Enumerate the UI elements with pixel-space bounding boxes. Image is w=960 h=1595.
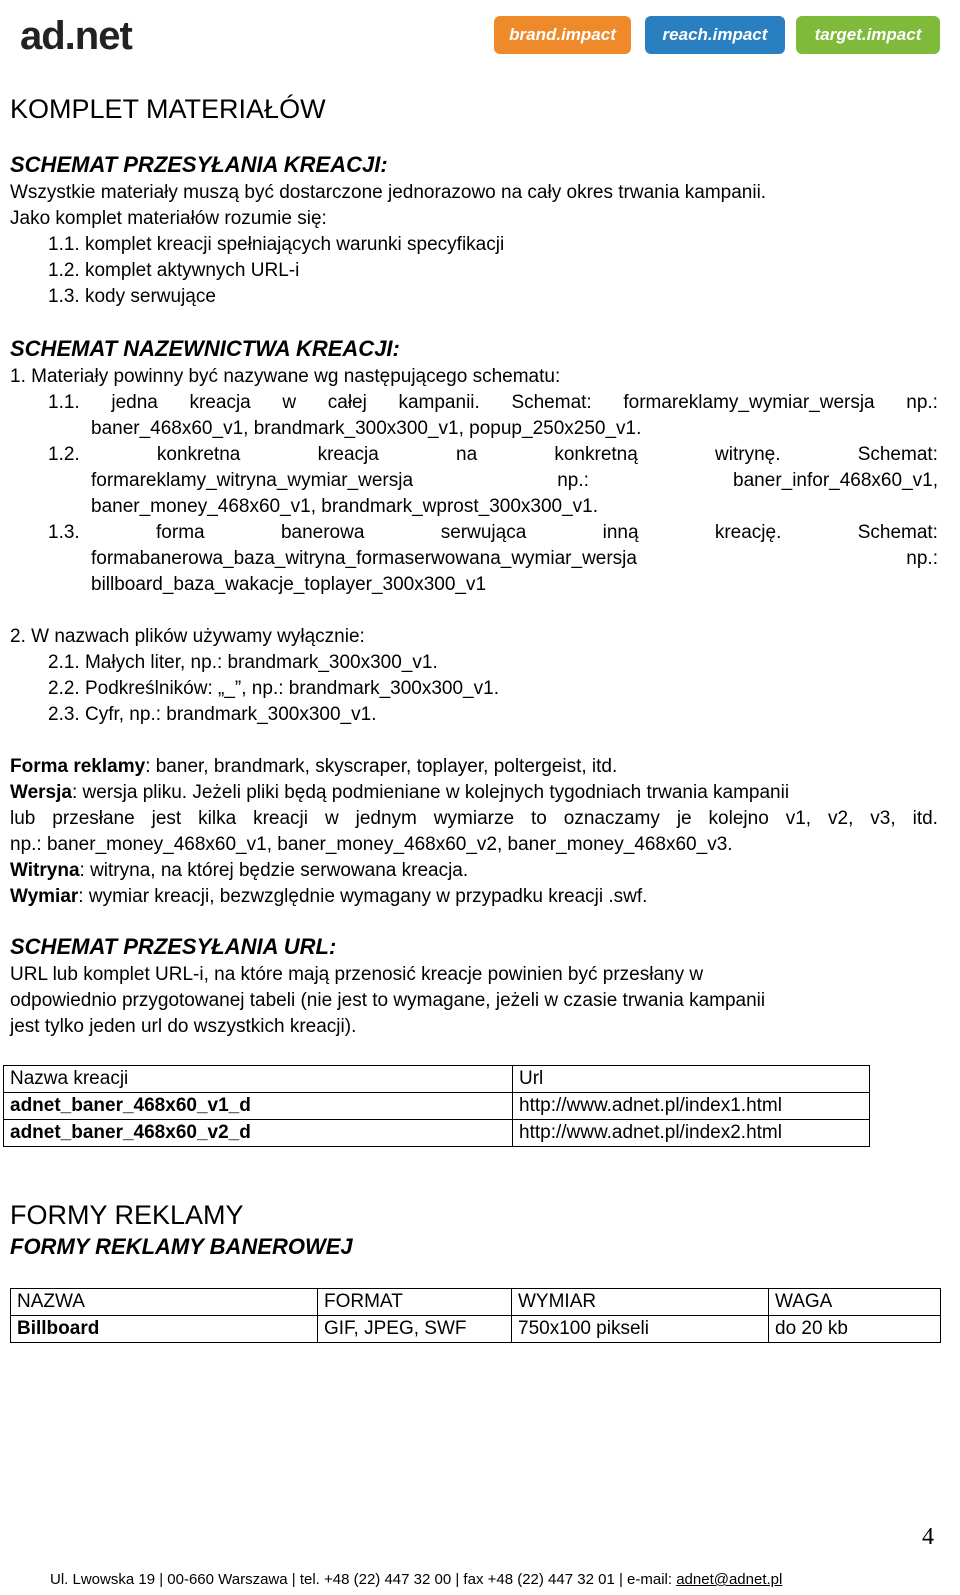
page-number: 4 [922,1524,934,1550]
footer-contact: Ul. Lwowska 19 | 00-660 Warszawa | tel. +48 (22) 447 32 00 | fax +48 (22) 447 32 01 | e-mail: adnet@adnet.pl [50,1571,783,1588]
list-item: 1.1. komplet kreacji spełniających warunki specyfikacji [48,234,505,255]
brand-impact-badge: brand.impact [494,16,631,54]
list-item: 1.3. kody serwujące [48,286,216,307]
subheading-schemat-kreacji: SCHEMAT PRZESYŁANIA KREACJI: [10,152,388,177]
table-header-cell: NAZWA [11,1289,318,1316]
table-header-row [11,1289,941,1316]
list-item: 1. Materiały powinny być nazywane wg następującego schematu: [10,366,561,387]
adnet-logo: ad.net [20,14,132,58]
definition-forma: Forma reklamy: baner, brandmark, skyscraper, toplayer, poltergeist, itd. [10,756,618,777]
definition-witryna: Witryna: witryna, na której będzie serwowana kreacja. [10,860,469,881]
table-row [4,1120,870,1147]
list-item: 1.2. komplet aktywnych URL-i [48,260,300,281]
table-header-cell: FORMAT [318,1289,512,1316]
ad-forms-table [10,1288,941,1343]
list-item-continued: formabanerowa_baza_witryna_formaserwowana_wymiar_wersja np.: [91,548,938,569]
list-item-continued: baner_money_468x60_v1, brandmark_wprost_300x300_v1. [91,496,599,517]
section-title-komplet: KOMPLET MATERIAŁÓW [10,94,326,124]
list-item-continued: formareklamy_witryna_wymiar_wersja np.: baner_infor_468x60_v1, [91,470,938,491]
table-cell: adnet_baner_468x60_v2_d [4,1120,513,1147]
table-cell: http://www.adnet.pl/index2.html [513,1120,870,1147]
paragraph: Jako komplet materiałów rozumie się: [10,208,327,229]
table-cell: GIF, JPEG, SWF [318,1316,512,1343]
table-header-cell: Url [513,1066,870,1093]
list-item: 1.3. forma banerowa serwująca inną kreację. Schemat: [48,522,938,543]
table-cell: 750x100 pikseli [512,1316,769,1343]
paragraph: Wszystkie materiały muszą być dostarczone jednorazowo na cały okres trwania kampanii. [10,182,767,203]
table-header-row [4,1066,870,1093]
email-link[interactable]: adnet@adnet.pl [676,1571,783,1588]
paragraph: odpowiednio przygotowanej tabeli (nie jest to wymagane, jeżeli w czasie trwania kampanii [10,990,766,1011]
list-item-continued: billboard_baza_wakacje_toplayer_300x300_v1 [91,574,487,595]
list-item: 1.2. konkretna kreacja na konkretną witrynę. Schemat: [48,444,938,465]
subheading-nazewnictwo: SCHEMAT NAZEWNICTWA KREACJI: [10,336,400,361]
reach-impact-badge: reach.impact [645,16,785,54]
list-item-continued: baner_468x60_v1, brandmark_300x300_v1, popup_250x250_v1. [91,418,642,439]
table-cell: Billboard [11,1316,318,1343]
subheading-url: SCHEMAT PRZESYŁANIA URL: [10,934,337,959]
table-row [4,1093,870,1120]
definition-wersja: Wersja: wersja pliku. Jeżeli pliki będą podmieniane w kolejnych tygodniach trwania kampanii [10,782,790,803]
list-item: 1.1. jedna kreacja w całej kampanii. Schemat: formareklamy_wymiar_wersja np.: [48,392,938,413]
table-header-cell: WAGA [769,1289,941,1316]
table-cell: adnet_baner_468x60_v1_d [4,1093,513,1120]
table-header-cell: Nazwa kreacji [4,1066,513,1093]
paragraph: URL lub komplet URL-i, na które mają przenosić kreacje powinien być przesłany w [10,964,704,985]
list-item: 2. W nazwach plików używamy wyłącznie: [10,626,365,647]
subheading-formy-banerowej: FORMY REKLAMY BANEROWEJ [10,1234,353,1259]
list-item: 2.1. Małych liter, np.: brandmark_300x300_v1. [48,652,438,673]
definition-wersja-example: np.: baner_money_468x60_v1, baner_money_468x60_v2, baner_money_468x60_v3. [10,834,733,855]
paragraph: jest tylko jeden url do wszystkich kreacji). [10,1016,357,1037]
table-row [11,1316,941,1343]
table-cell: do 20 kb [769,1316,941,1343]
url-table [3,1065,870,1147]
list-item: 2.2. Podkreślników: „_”, np.: brandmark_300x300_v1. [48,678,499,699]
table-cell: http://www.adnet.pl/index1.html [513,1093,870,1120]
table-header-cell: WYMIAR [512,1289,769,1316]
definition-wymiar: Wymiar: wymiar kreacji, bezwzględnie wymagany w przypadku kreacji .swf. [10,886,648,907]
list-item: 2.3. Cyfr, np.: brandmark_300x300_v1. [48,704,377,725]
definition-wersja-continued: lub przesłane jest kilka kreacji w jednym wymiarze to oznaczamy je kolejno v1, v2, v3, itd. [10,808,938,829]
section-title-formy: FORMY REKLAMY [10,1200,244,1230]
target-impact-badge: target.impact [796,16,940,54]
